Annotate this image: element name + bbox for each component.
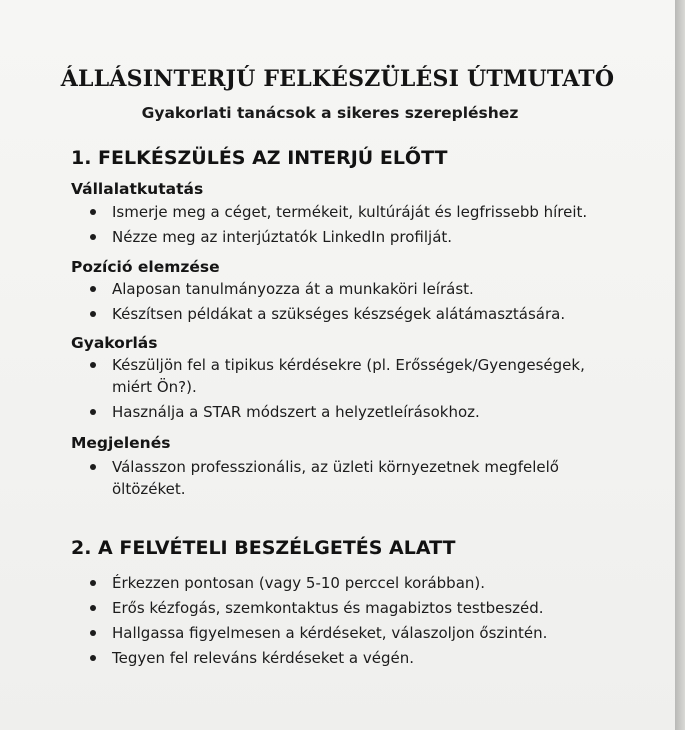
bullet-list-practice [86,354,606,426]
list-item: Erős kézfogás, szemkontaktus és magabiztos testbeszéd. [86,597,606,619]
subsection-heading-company-research: Vállalatkutatás [71,180,204,198]
bullet-icon [90,605,96,611]
bullet-list-position-analysis [86,278,606,328]
section-heading-1: 1. FELKÉSZÜLÉS AZ INTERJÚ ELŐTT [71,147,448,169]
bullet-list-during-interview [86,572,606,672]
bullet-icon [90,286,96,292]
list-item: Alaposan tanulmányozza át a munkaköri leírást. [86,278,606,300]
document-title: ÁLLÁSINTERJÚ FELKÉSZÜLÉSI ÚTMUTATÓ [60,66,615,92]
bullet-icon [90,409,96,415]
page-edge-shadow [675,0,685,730]
subsection-heading-position-analysis: Pozíció elemzése [71,258,220,276]
document-subtitle: Gyakorlati tanácsok a sikeres szerepléshez [141,104,519,122]
bullet-icon [90,234,96,240]
list-item: Válasszon professzionális, az üzleti környezetnek megfelelő öltözéket. [86,456,606,500]
bullet-icon [90,209,96,215]
list-item: Hallgassa figyelmesen a kérdéseket, válaszoljon őszintén. [86,622,606,644]
list-item: Készítsen példákat a szükséges készségek alátámasztására. [86,303,606,325]
list-item: Nézze meg az interjúztatók LinkedIn profilját. [86,226,606,248]
bullet-list-company-research [86,201,606,251]
bullet-icon [90,630,96,636]
list-item: Készüljön fel a tipikus kérdésekre (pl. Erősségek/Gyengeségek, miért Ön?). [86,354,606,398]
list-item: Ismerje meg a céget, termékeit, kultúráját és legfrissebb híreit. [86,201,606,223]
bullet-icon [90,464,96,470]
list-item: Használja a STAR módszert a helyzetleírásokhoz. [86,401,606,423]
bullet-icon [90,655,96,661]
bullet-icon [90,580,96,586]
subsection-heading-appearance: Megjelenés [71,434,171,452]
bullet-icon [90,362,96,368]
list-item: Tegyen fel releváns kérdéseket a végén. [86,647,606,669]
bullet-icon [90,311,96,317]
list-item: Érkezzen pontosan (vagy 5-10 perccel korábban). [86,572,606,594]
bullet-list-appearance [86,456,606,503]
section-heading-2: 2. A FELVÉTELI BESZÉLGETÉS ALATT [71,537,456,559]
subsection-heading-practice: Gyakorlás [71,334,158,352]
